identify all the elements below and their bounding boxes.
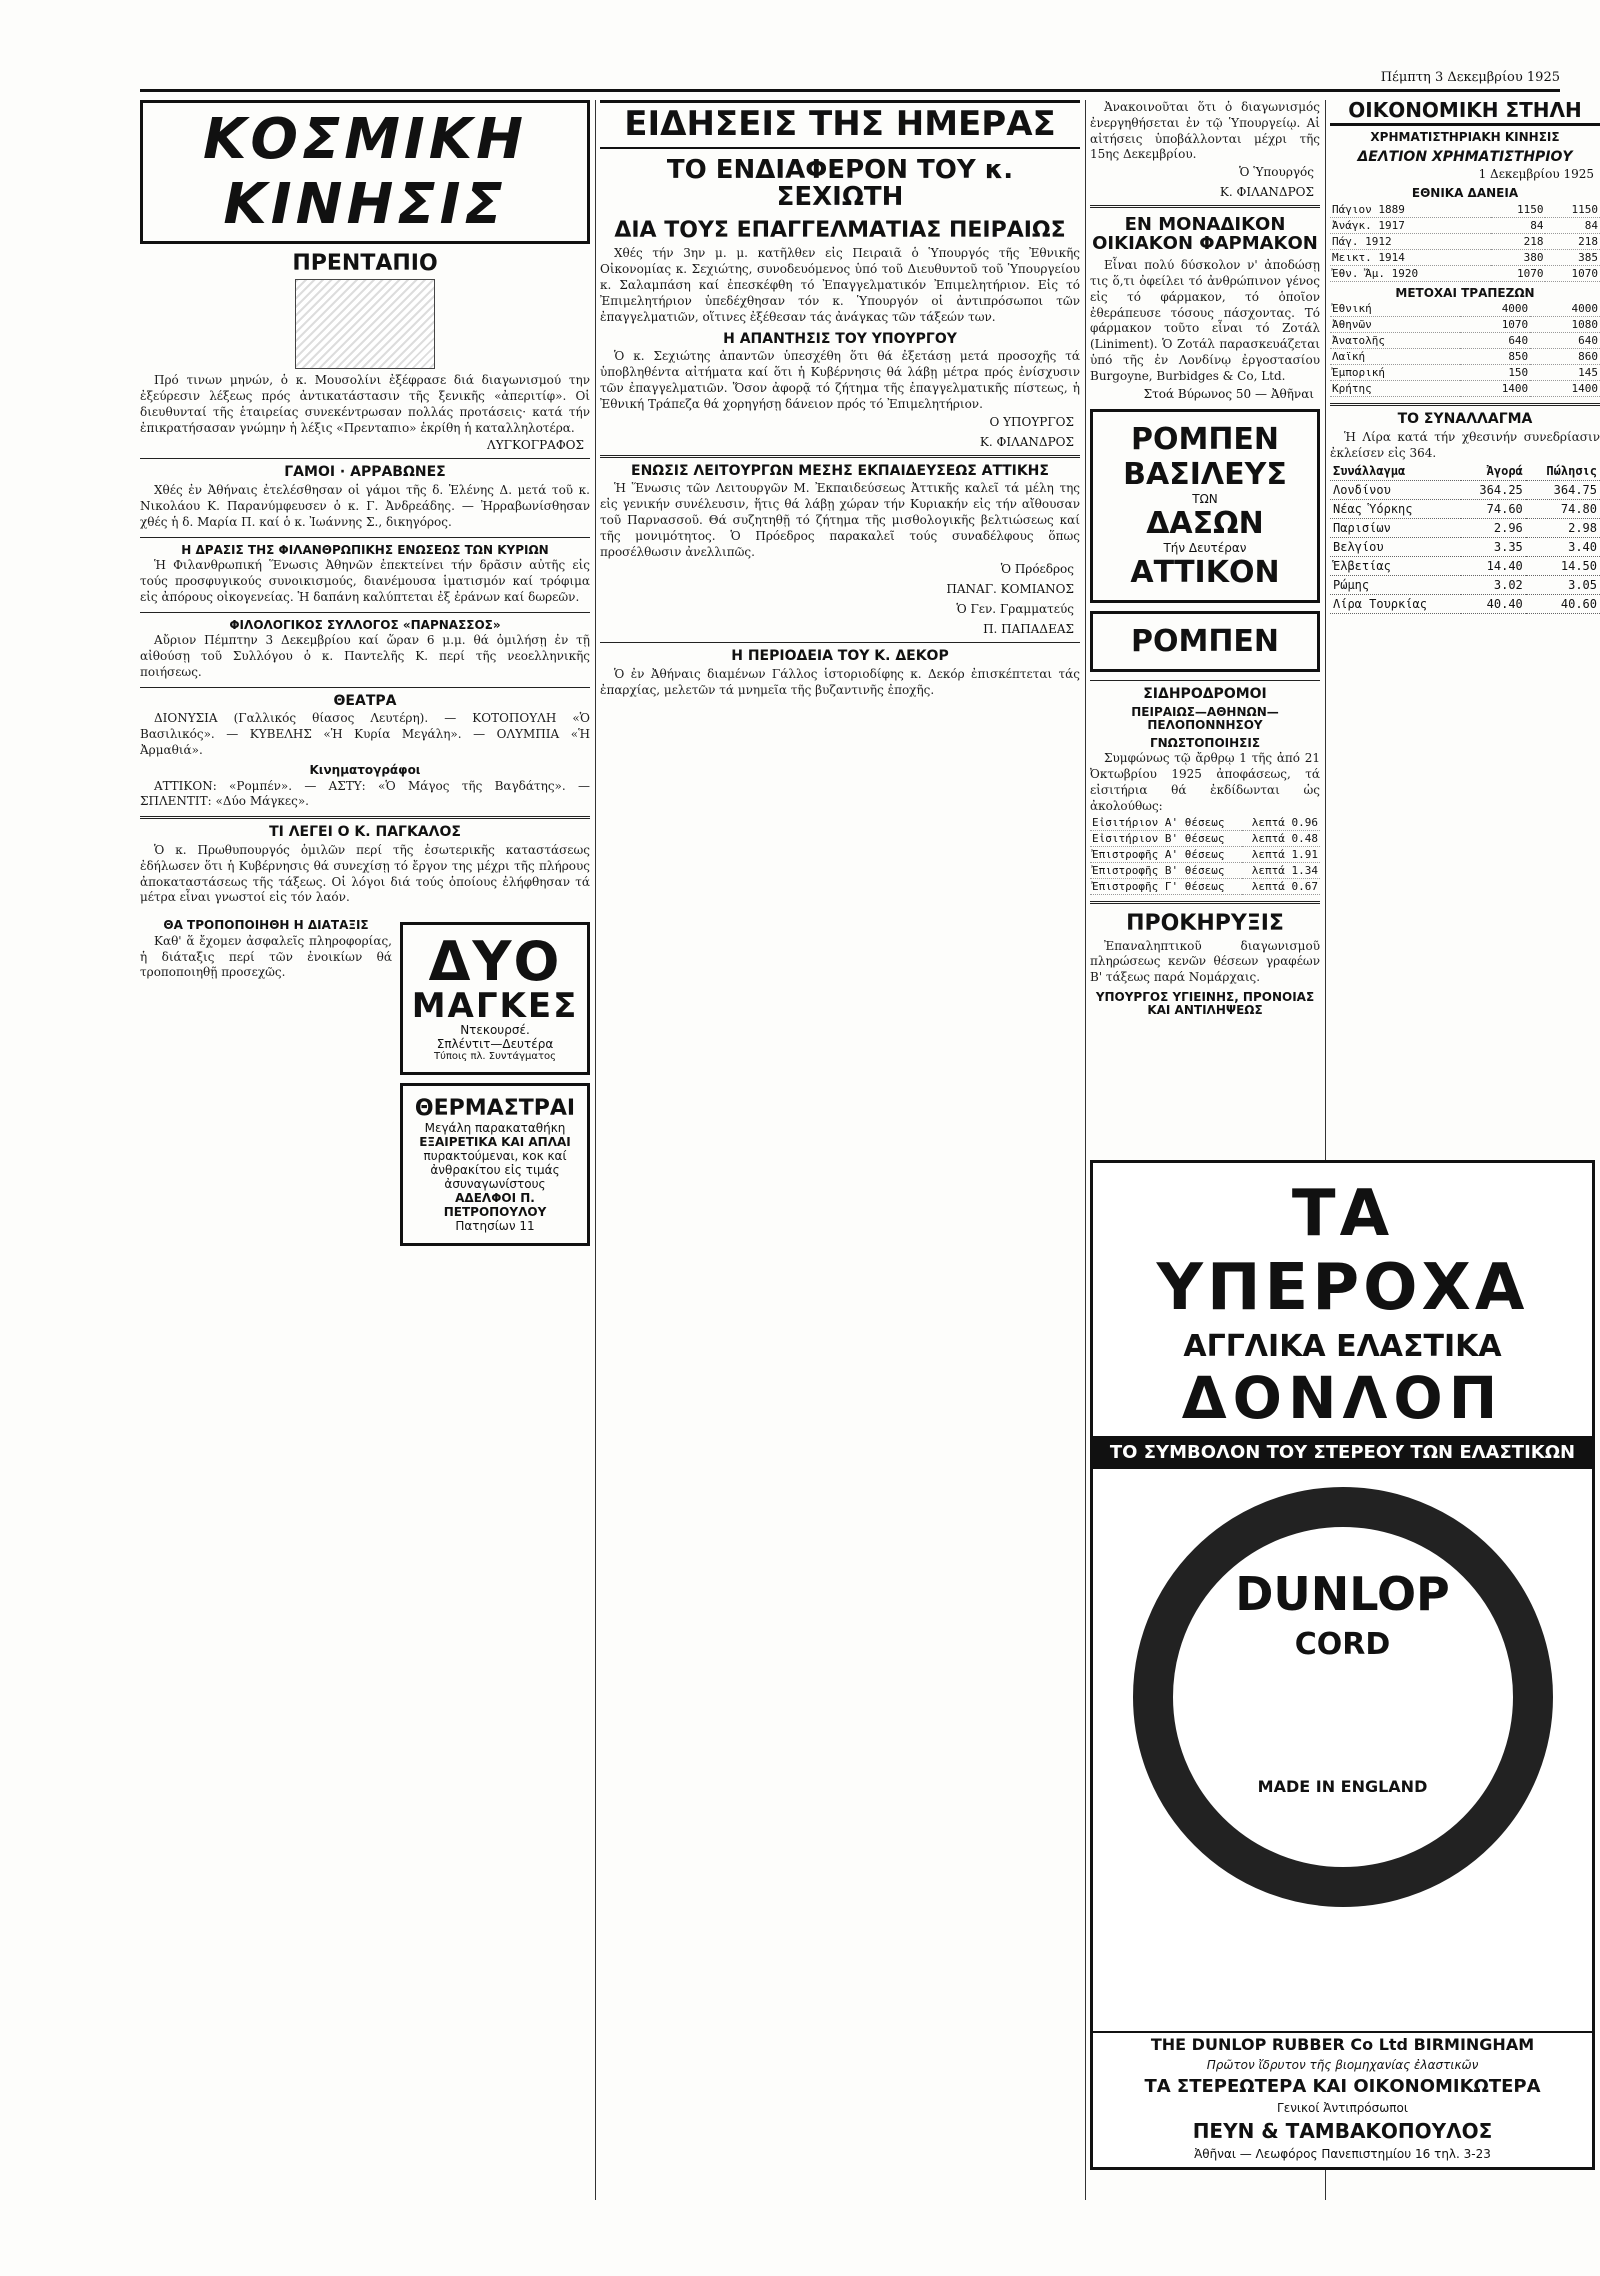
tyre-model: CORD — [1294, 1627, 1391, 1662]
divider — [140, 816, 590, 819]
headline: ΔΙΑ ΤΟΥΣ ΕΠΑΓΓΕΛΜΑΤΙΑΣ ΠΕΙΡΑΙΩΣ — [614, 218, 1066, 244]
tyre-image — [1133, 1487, 1553, 1907]
ad-title: ΡΟΜΠΕΝ — [1130, 421, 1280, 457]
rail-fare-row-cell: Εἰσιτήριον Β' θέσεως — [1090, 830, 1242, 846]
section-title: ΣΙΔΗΡΟΔΡΟΜΟΙ — [1143, 685, 1267, 702]
ad-stack — [400, 914, 590, 1254]
fx-row-cell: 14.50 — [1526, 556, 1600, 575]
divider — [1090, 680, 1320, 681]
rail-fare-row — [1090, 846, 1320, 862]
divider — [1090, 205, 1320, 208]
share-row — [1330, 301, 1600, 317]
rail-fare-row — [1090, 862, 1320, 878]
byline: Ο ΥΠΟΥΡΓΟΣ — [989, 414, 1074, 429]
article-text: Ἡ Λίρα κατά τήν χθεσινήν συνεδρίασιν ἐκλείσεν εἰς 364. — [1330, 430, 1600, 460]
loan-row — [1330, 249, 1600, 265]
ad-title: ΔΑΣΩΝ — [1146, 505, 1264, 541]
ad-robin-small — [1090, 611, 1320, 672]
article-text: Συμφώνως τῷ ἄρθρῳ 1 τῆς ἀπό 21 Ὀκτωβρίου 1925 ἀποφάσεως, τά εἰσιτήρια θά ἐκδίδωνται ὡς ἀκολούθως: — [1090, 751, 1320, 813]
loan-row-cell: 1150 — [1491, 202, 1546, 218]
section-title: Η ΠΕΡΙΟΔΕΙΑ ΤΟΥ Κ. ΔΕΚΟΡ — [731, 648, 949, 665]
ad-text: πυρακτούμεναι, κοκ καί ἀνθρακίτου εἰς τιμάς ἀσυναγωνίστους — [423, 1149, 567, 1192]
article-text: Αὔριον Πέμπτην 3 Δεκεμβρίου καί ὥραν 6 μ.μ. θά ὁμιλήσῃ ἐν τῇ αἰθούσῃ τοῦ Συλλόγου ὁ κ. Παντελῆς Κ. περί τῆς νεοελληνικῆς ποιήσεως. — [140, 633, 590, 679]
section-subtitle: ΥΠΟΥΡΓΟΣ ΥΓΙΕΙΝΗΣ, ΠΡΟΝΟΙΑΣ ΚΑΙ ΑΝΤΙΛΗΨΕΩΣ — [1095, 990, 1315, 1017]
ad-address: Ἀθῆναι — Λεωφόρος Πανεπιστημίου 16 τηλ. 3-23 — [1194, 2147, 1491, 2161]
section-title: ΤΟ ΣΥΝΑΛΛΑΓΜΑ — [1397, 411, 1533, 428]
fx-table — [1330, 462, 1600, 614]
share-row-cell: 1400 — [1460, 381, 1530, 397]
rail-fare-row-cell: Ἐπιστροφῆς Α' θέσεως — [1090, 846, 1242, 862]
article-text: Ὁ κ. Πρωθυπουργός ὁμιλῶν περί τῆς ἐσωτερικῆς καταστάσεως ἐδήλωσεν ὅτι ἡ Κυβέρνησις θά συνεχίσῃ τό ἔργον της μέχρι τῆς πλήρους ἀποκαταστάσεως τῆς τάξεως. Οἱ λόγοι διά τούς ὁποίους ἐλήφθησαν τά μέτρα εἶναι γνωστοί εἰς τόν λαόν. — [140, 842, 590, 905]
ad-title: ΜΑΓΚΕΣ — [411, 986, 579, 1027]
section-title: Κινηματογράφοι — [309, 762, 421, 777]
article-text: Πρό τινων μηνών, ὁ κ. Μουσολίνι ἐξέφρασε διά διαγωνισμού την ἐξεύρεσιν λέξεως πρός ἀντικατάστασιν τῆς ξενικῆς «ἀπεριτίφ». Οἱ διευθυνταί τῆς ἑταιρείας συνεκέντρωσαν πολλάς προτάσεις· κατά τήν ἐπικρατήσασαν γνώμην ἡ λέξις «Πρενταπιο» ἐκρίθη ἡ καταλληλοτέρα. — [140, 373, 590, 435]
ad-dyo-magkes — [400, 922, 590, 1075]
column-rule — [1085, 100, 1086, 2200]
share-row-cell: 640 — [1530, 333, 1600, 349]
loans-table — [1330, 202, 1600, 282]
share-row-cell: 640 — [1460, 333, 1530, 349]
rail-fare-row — [1090, 815, 1320, 831]
share-row-cell: Κρήτης — [1330, 381, 1460, 397]
ad-company: THE DUNLOP RUBBER Co Ltd BIRMINGHAM — [1093, 2031, 1592, 2056]
share-row-cell: 4000 — [1460, 301, 1530, 317]
tyre-brand: DUNLOP — [1235, 1567, 1450, 1621]
ad-text: Μεγάλη παρακαταθήκη — [424, 1121, 566, 1136]
article-text: ΔΙΟΝΥΣΙΑ (Γαλλικός θίασος Λευτέρη). — ΚΟΤΟΠΟΥΛΗ «Ὁ Βασιλικός». — ΚΥΒΕΛΗΣ «Ἡ Κυρία Μεγάλη». — ΟΛΥΜΠΙΑ «Ἡ Ἀρμαθιά». — [140, 711, 590, 758]
loan-row-cell: 84 — [1545, 217, 1600, 233]
loan-row-cell: Πάγιον 1889 — [1330, 202, 1491, 218]
ad-title: ΒΑΣΙΛΕΥΣ — [1123, 456, 1287, 492]
byline: ΠΑΝΑΓ. ΚΟΜΙΑΝΟΣ — [946, 582, 1074, 597]
loans-body — [1330, 202, 1600, 282]
ad-title: ΘΕΡΜΑΣΤΡΑΙ — [414, 1096, 576, 1122]
section-subtitle: ΔΕΛΤΙΟΝ ΧΡΗΜΑΤΙΣΤΗΡΙΟΥ — [1357, 148, 1573, 165]
loan-row — [1330, 265, 1600, 281]
share-row-cell: 1400 — [1530, 381, 1600, 397]
ad-text: Τήν Δευτέραν — [1163, 540, 1247, 555]
fx-header-row — [1330, 462, 1600, 481]
loan-row-cell: Ἀνάγκ. 1917 — [1330, 217, 1491, 233]
byline: Κ. ΦΙΛΑΝΔΡΟΣ — [1219, 185, 1314, 200]
share-row-cell: 1070 — [1460, 317, 1530, 333]
fx-row-cell: 3.05 — [1526, 575, 1600, 594]
loan-row-cell: Μεικτ. 1914 — [1330, 249, 1491, 265]
byline: Στοά Βύρωνος 50 — Ἀθῆναι — [1143, 386, 1314, 401]
share-row-cell: Λαϊκή — [1330, 349, 1460, 365]
rail-fare-row-cell: Εἰσιτήριον Α' θέσεως — [1090, 815, 1242, 831]
article-text: ΑΤΤΙΚΟΝ: «Ρομπέν». — ΑΣΤΥ: «Ὁ Μάγος τῆς Βαγδάτης». — ΣΠΛΕΝΤΙΤ: «Δύο Μάγκες». — [140, 778, 590, 809]
share-row — [1330, 349, 1600, 365]
loan-row-cell: Πάγ. 1912 — [1330, 233, 1491, 249]
ad-agent: ΠΕΥΝ & ΤΑΜΒΑΚΟΠΟΥΛΟΣ — [1192, 2119, 1493, 2143]
subheading: Η ΑΠΑΝΤΗΣΙΣ ΤΟΥ ΥΠΟΥΡΓΟΥ — [723, 330, 957, 347]
fx-header-cell: Συνάλλαγμα — [1330, 462, 1461, 481]
divider — [1090, 901, 1320, 904]
ad-text: Γενικοί Ἀντιπρόσωποι — [1277, 2101, 1408, 2115]
article-text: Χθές τήν 3ην μ. μ. κατῆλθεν εἰς Πειραιᾶ ὁ Ὑπουργός τῆς Ἐθνικῆς Οἰκονομίας κ. Σεχιώτης, συνοδευόμενος ὑπό τοῦ Διευθυντοῦ τοῦ Ὑπουργείου κ. Σαλαμπάση καί ἐπεσκέφθη τό Ἐπαγγελματικόν Ἐπιμελητήριον. Εἰς τό Ἐπιμελητήριον ὑπεδέχθησαν τόν κ. Ὑπουργόν οἱ ἀντιπρόσωποι τῶν ἐπαγγελματιῶν, οἵτινες ἐξέθεσαν τάς ἀνάγκας τῶν τάξεών των. — [600, 246, 1080, 324]
fx-row-cell: 40.60 — [1526, 594, 1600, 613]
fx-row — [1330, 518, 1600, 537]
ad-title: ΑΤΤΙΚΟΝ — [1130, 554, 1280, 590]
ad-robin — [1090, 409, 1320, 603]
divider — [140, 458, 590, 459]
share-row-cell: Ἐθνική — [1330, 301, 1460, 317]
fx-row-cell: Λίρα Τουρκίας — [1330, 594, 1461, 613]
share-row — [1330, 317, 1600, 333]
byline: Ὁ Γεν. Γραμματεύς — [956, 602, 1074, 617]
byline: ΛΥΓΚΟΓΡΑΦΟΣ — [487, 438, 584, 453]
report-date: 1 Δεκεμβρίου 1925 — [1478, 167, 1594, 182]
fx-row — [1330, 480, 1600, 499]
fx-header-cell: Ἀγορά — [1461, 462, 1526, 481]
section-subtitle: ΠΕΙΡΑΙΩΣ—ΑΘΗΝΩΝ—ΠΕΛΟΠΟΝΝΗΣΟΥ — [1131, 705, 1279, 732]
fx-body — [1330, 480, 1600, 613]
rail-fares-body — [1090, 815, 1320, 895]
share-row — [1330, 333, 1600, 349]
loan-row-cell: 218 — [1491, 233, 1546, 249]
ad-text: Ντεκουρσέ. — [460, 1023, 530, 1038]
share-row-cell: 860 — [1530, 349, 1600, 365]
fx-row-cell: 364.25 — [1461, 480, 1526, 499]
loan-row — [1330, 217, 1600, 233]
ad-band: ΤΟ ΣΥΜΒΟΛΟΝ ΤΟΥ ΣΤΕΡΕΟΥ ΤΩΝ ΕΛΑΣΤΙΚΩΝ — [1093, 1436, 1592, 1469]
rail-fares-table — [1090, 815, 1320, 895]
article-text: Χθές ἐν Ἀθήναις ἐτελέσθησαν οἱ γάμοι τῆς δ. Ἑλένης Δ. μετά τοῦ κ. Νικολάου Κ. Παρανύμφευσεν ὁ κ. Γ. Ἀνδρεάδης. — Ἠρραβωνίσθησαν χθές ἡ δ. Μαρία Π. καί ὁ κ. Ἰωάννης Σ., δικηγόρος. — [140, 483, 590, 529]
column-society — [140, 100, 590, 2210]
rail-fare-row — [1090, 878, 1320, 894]
ad-footer — [1093, 2031, 1592, 2167]
news-banner: ΕΙΔΗΣΕΙΣ ΤΗΣ ΗΜΕΡΑΣ — [600, 100, 1080, 149]
section-title: ΦΙΛΟΛΟΓΙΚΟΣ ΣΥΛΛΟΓΟΣ «ΠΑΡΝΑΣΣΟΣ» — [229, 617, 501, 632]
section-title: ΤΙ ΛΕΓΕΙ Ο Κ. ΠΑΓΚΑΛΟΣ — [269, 824, 461, 841]
column-rule — [595, 100, 596, 2200]
fx-row-cell: Λονδίνου — [1330, 480, 1461, 499]
article-text: Ἡ Φιλανθρωπική Ἕνωσις Ἀθηνῶν ἐπεκτείνει τήν δρᾶσιν αὐτῆς εἰς τούς προσφυγικούς συνοικισμούς, διανέμουσα ἱματισμόν καί τρόφιμα εἰς ἀπόρους οἰκογενείας. Ἡ δαπάνη καλύπτεται ἐξ ἐράνων καί δωρεῶν. — [140, 558, 590, 604]
fx-row-cell: 2.98 — [1526, 518, 1600, 537]
share-row — [1330, 381, 1600, 397]
section-title: ΕΝ ΜΟΝΑΔΙΚΟΝ ΟΙΚΙΑΚΟΝ ΦΑΡΜΑΚΟΝ — [1092, 214, 1318, 255]
ad-text: Σπλέντιτ—Δευτέρα — [436, 1037, 554, 1052]
share-row-cell: Ἀθηνῶν — [1330, 317, 1460, 333]
section-title: ΓΑΜΟΙ · ΑΡΡΑΒΩΝΕΣ — [284, 464, 446, 481]
fx-row-cell: 14.40 — [1461, 556, 1526, 575]
rail-fare-row-cell: λεπτά 0.48 — [1242, 830, 1320, 846]
article-text: Καθ' ἅ ἔχομεν ἀσφαλεῖς πληροφορίας, ἡ διάταξις περί τῶν ἐνοικίων θά τροποποιηθῇ προσεχῶς. — [140, 933, 392, 980]
section-title: ΘΕΑΤΡΑ — [333, 692, 397, 709]
share-row-cell: Ἐμπορική — [1330, 365, 1460, 381]
divider — [140, 612, 590, 613]
fx-row — [1330, 575, 1600, 594]
share-row-cell: Ἀνατολῆς — [1330, 333, 1460, 349]
ad-text: ΕΞΑΙΡΕΤΙΚΑ ΚΑΙ ΑΠΛΑΙ — [419, 1135, 571, 1150]
section-title: Η ΔΡΑΣΙΣ ΤΗΣ ΦΙΛΑΝΘΡΩΠΙΚΗΣ ΕΝΩΣΕΩΣ ΤΩΝ ΚΥΡΙΩΝ — [181, 542, 549, 557]
fx-row — [1330, 499, 1600, 518]
share-row-cell: 150 — [1460, 365, 1530, 381]
share-row-cell: 850 — [1460, 349, 1530, 365]
headline: ΤΟ ΕΝΔΙΑΦΕΡΟΝ ΤΟΥ κ. ΣΕΧΙΩΤΗ — [666, 154, 1014, 212]
rail-fare-row — [1090, 830, 1320, 846]
fx-row-cell: 3.35 — [1461, 537, 1526, 556]
section-title: ΠΡΕΝΤΑΠΙΟ — [292, 251, 438, 276]
fx-row-cell: 74.80 — [1526, 499, 1600, 518]
tyre-origin: MADE IN ENGLAND — [1257, 1777, 1428, 1796]
fx-row-cell: Ρώμης — [1330, 575, 1461, 594]
fx-header-cell: Πώλησις — [1526, 462, 1600, 481]
rail-fare-row-cell: Ἐπιστροφῆς Β' θέσεως — [1090, 862, 1242, 878]
fx-row — [1330, 556, 1600, 575]
divider — [600, 642, 1080, 643]
article-text: Ἐπαναληπτικοῦ διαγωνισμοῦ πληρώσεως κενῶν θέσεων γραφέων Β' τάξεως παρά Νομάρχαις. — [1090, 938, 1320, 985]
loan-row — [1330, 202, 1600, 218]
fx-row — [1330, 537, 1600, 556]
illustration-image — [295, 279, 435, 369]
ads-row — [140, 914, 590, 1254]
loan-row-cell: Ἐθν. Ἄμ. 1920 — [1330, 265, 1491, 281]
loan-row-cell: 218 — [1545, 233, 1600, 249]
shares-body — [1330, 301, 1600, 397]
article-text: Ὁ ἐν Ἀθήναις διαμένων Γάλλος ἱστοριοδίφης κ. Δεκόρ ἐπισκέπτεται τάς ἐπαρχίας, μελετῶν τά μνημεῖα τῆς βυζαντινῆς ἐποχῆς. — [600, 667, 1080, 697]
fx-row — [1330, 594, 1600, 613]
fx-row-cell: Ἑλβετίας — [1330, 556, 1461, 575]
divider — [140, 537, 590, 538]
ad-text: Πρῶτον ἴδρυτον τῆς βιομηχανίας ἐλαστικῶν — [1206, 2058, 1479, 2072]
loan-row-cell: 1070 — [1491, 265, 1546, 281]
fx-row-cell: 3.40 — [1526, 537, 1600, 556]
rail-fare-row-cell: λεπτά 0.67 — [1242, 878, 1320, 894]
economy-banner: ΟΙΚΟΝΟΜΙΚΗ ΣΤΗΛΗ — [1330, 100, 1600, 126]
fx-row-cell: Νέας Ὑόρκης — [1330, 499, 1461, 518]
share-row-cell: 1080 — [1530, 317, 1600, 333]
rail-fare-row-cell: Ἐπιστροφῆς Γ' θέσεως — [1090, 878, 1242, 894]
byline: Ὁ Πρόεδρος — [1000, 562, 1074, 577]
loan-row-cell: 84 — [1491, 217, 1546, 233]
masthead-date: Πέμπτη 3 Δεκεμβρίου 1925 — [1380, 70, 1560, 85]
table-title: ΜΕΤΟΧΑΙ ΤΡΑΠΕΖΩΝ — [1395, 285, 1535, 300]
fx-row-cell: 2.96 — [1461, 518, 1526, 537]
fx-row-cell: 40.40 — [1461, 594, 1526, 613]
section-subtitle: ΓΝΩΣΤΟΠΟΙΗΣΙΣ — [1149, 735, 1261, 750]
fx-row-cell: 364.75 — [1526, 480, 1600, 499]
byline: Π. ΠΑΠΑΔΕΑΣ — [983, 622, 1074, 637]
loan-row-cell: 1070 — [1545, 265, 1600, 281]
ad-text: ΑΔΕΛΦΟΙ Π. ΠΕΤΡΟΠΟΥΛΟΥ — [443, 1191, 547, 1220]
masthead — [140, 70, 1560, 92]
share-row — [1330, 365, 1600, 381]
ad-dunlop — [1090, 1160, 1595, 2170]
column-news — [600, 100, 1080, 2210]
loan-row-cell: 380 — [1491, 249, 1546, 265]
society-banner: ΚΟΣΜΙΚΗ ΚΙΝΗΣΙΣ — [140, 100, 590, 244]
ad-title: ΡΟΜΠΕΝ — [1130, 623, 1280, 659]
ad-text: Πατησίων 11 — [455, 1219, 535, 1234]
fx-row-cell: 74.60 — [1461, 499, 1526, 518]
ad-text: ΤΑ ΣΤΕΡΕΩΤΕΡΑ ΚΑΙ ΟΙΚΟΝΟΜΙΚΩΤΕΡΑ — [1144, 2076, 1541, 2097]
fx-row-cell: 3.02 — [1461, 575, 1526, 594]
article-text: Ἡ Ἕνωσις τῶν Λειτουργῶν Μ. Ἐκπαιδεύσεως Ἀττικῆς καλεῖ τά μέλη της εἰς γενικήν συνέλευσιν, ἥτις θά λάβῃ χώραν τήν Κυριακήν εἰς τήν αἴθουσαν τοῦ Παρνασσοῦ. Θά συζητηθῇ τό ζήτημα τῆς μισθολογικῆς βελτιώσεως καί τῆς μονιμότητος. Ὁ Πρόεδρος παρακαλεῖ τούς συναδέλφους ὅπως προσέλθωσιν ἀνελλιπῶς. — [600, 481, 1080, 559]
section-title: ΠΡΟΚΗΡΥΞΙΣ — [1126, 910, 1284, 936]
fx-row-cell: Βελγίου — [1330, 537, 1461, 556]
ad-subtitle: ΔΟΝΛΟΠ — [1181, 1364, 1504, 1432]
article-text: Ἀνακοινοῦται ὅτι ὁ διαγωνισμός ἐνεργηθήσεται ἐν τῷ Ὑπουργείῳ. Αἱ αἰτήσεις ὑποβάλλονται μέχρι τῆς 15ης Δεκεμβρίου. — [1090, 100, 1320, 162]
ad-thermastrai — [400, 1083, 590, 1246]
ad-subtitle: ΑΓΓΛΙΚΑ ΕΛΑΣΤΙΚΑ — [1183, 1329, 1502, 1364]
share-row-cell: 4000 — [1530, 301, 1600, 317]
ad-text: Τύποις πλ. Συντάγματος — [434, 1051, 556, 1063]
ad-text: ΤΩΝ — [1192, 491, 1218, 506]
article-column — [140, 914, 392, 1254]
ad-title: ΤΑ ΥΠΕΡΟΧΑ — [1156, 1177, 1529, 1325]
byline: Κ. ΦΙΛΑΝΔΡΟΣ — [979, 434, 1074, 449]
article-text: Εἶναι πολύ δύσκολον ν' ἀποδώσῃ τις ὅ,τι ὀφείλει τό ἀνθρώπινον γένος εἰς τό φάρμακον, τό ὁποῖον ἐθεράπευσε τόσους πάσχοντας. Τό φάρμακον τοῦτο εἶναι τό Ζοτάλ (Liniment). Ὁ Ζοτάλ παρασκευάζεται ὑπό τῆς ἐν Λονδίνῳ ἐργοστασίου Burgoyne, Burbidges & Co, Ltd. — [1090, 258, 1320, 383]
rail-fare-row-cell: λεπτά 1.91 — [1242, 846, 1320, 862]
divider — [1330, 403, 1600, 406]
ad-title: ΔΥΟ — [428, 930, 562, 994]
section-title: ΘΑ ΤΡΟΠΟΠΟΙΗΘΗ Η ΔΙΑΤΑΞΙΣ — [163, 918, 369, 933]
loan-row-cell: 385 — [1545, 249, 1600, 265]
table-title: ΕΘΝΙΚΑ ΔΑΝΕΙΑ — [1411, 186, 1519, 201]
loan-row — [1330, 233, 1600, 249]
byline: Ὁ Ὑπουργός — [1239, 165, 1314, 180]
shares-table — [1330, 301, 1600, 397]
loan-row-cell: 1150 — [1545, 202, 1600, 218]
section-subtitle: ΧΡΗΜΑΤΙΣΤΗΡΙΑΚΗ ΚΙΝΗΣΙΣ — [1370, 130, 1560, 144]
article-text: Ὁ κ. Σεχιώτης ἀπαντῶν ὑπεσχέθη ὅτι θά ἐξετάσῃ μετά προσοχῆς τά ὑποβληθέντα αἰτήματα καί ὅτι ἡ Κυβέρνησις θά λάβῃ μέτρα πρός ἐνίσχυσιν τῶν ἐπαγγελματιῶν. Ὅσον ἀφορᾷ τό ζήτημα τῆς ἐπαγγελματικῆς πίστεως, ἡ Ἐθνική Τράπεζα θά χορηγήσῃ δάνειον πρός τό Ἐπιμελητήριον. — [600, 349, 1080, 411]
share-row-cell: 145 — [1530, 365, 1600, 381]
divider — [600, 455, 1080, 458]
fx-row-cell: Παρισίων — [1330, 518, 1461, 537]
rail-fare-row-cell: λεπτά 0.96 — [1242, 815, 1320, 831]
rail-fare-row-cell: λεπτά 1.34 — [1242, 862, 1320, 878]
divider — [140, 687, 590, 688]
section-title: ΕΝΩΣΙΣ ΛΕΙΤΟΥΡΓΩΝ ΜΕΣΗΣ ΕΚΠΑΙΔΕΥΣΕΩΣ ΑΤΤΙΚΗΣ — [631, 462, 1049, 479]
